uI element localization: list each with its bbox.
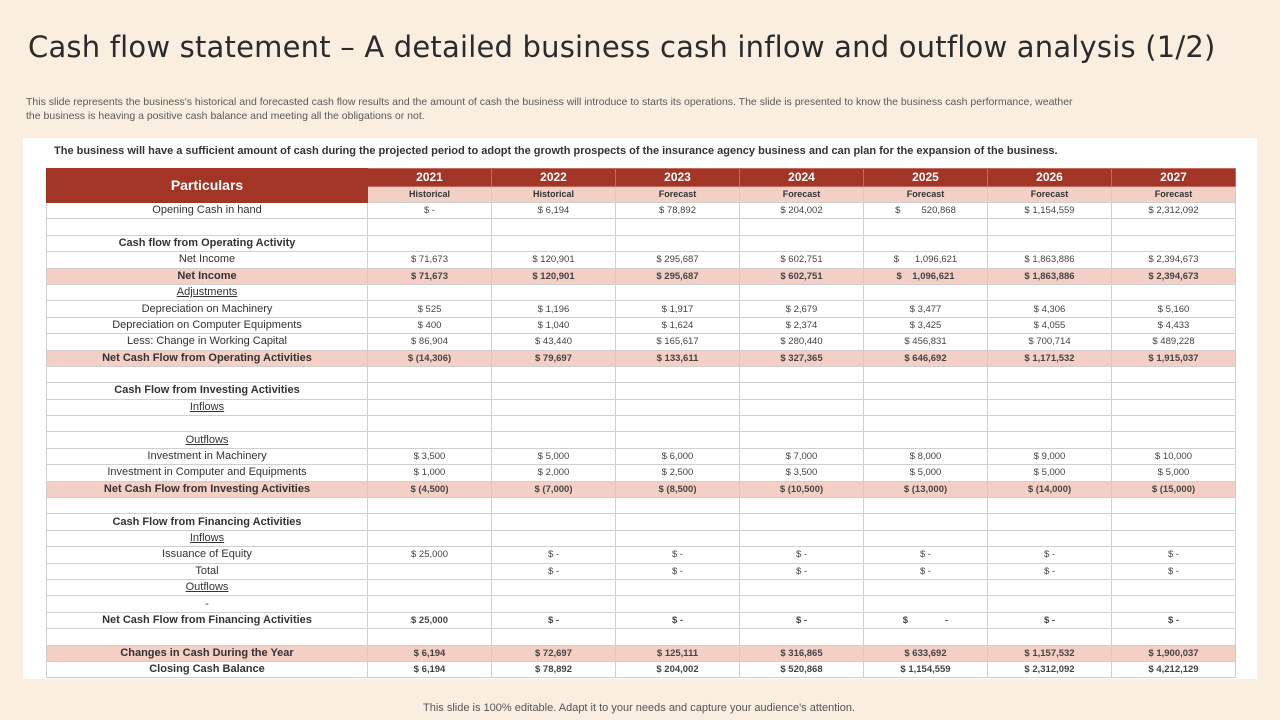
value-cell [492, 235, 616, 251]
value-cell: $ 1,096,621 [864, 268, 988, 284]
value-cell: $ 456,831 [864, 334, 988, 350]
value-cell: $ 2,374 [740, 317, 864, 333]
value-cell [492, 383, 616, 399]
value-cell [740, 579, 864, 595]
row-label: Less: Change in Working Capital [47, 334, 368, 350]
value-cell: $ 1,154,559 [864, 661, 988, 677]
year-type-label: Forecast [864, 187, 988, 203]
value-cell [1112, 530, 1236, 546]
value-cell [616, 498, 740, 514]
table-row [47, 448, 1236, 464]
table-row [47, 383, 1236, 399]
value-cell [864, 416, 988, 432]
value-cell: $ - [492, 547, 616, 563]
value-cell: $ 25,000 [368, 547, 492, 563]
value-cell: $ (4,500) [368, 481, 492, 497]
value-cell [988, 219, 1112, 235]
row-label: Changes in Cash During the Year [47, 645, 368, 661]
value-cell: $ 400 [368, 317, 492, 333]
value-cell [492, 530, 616, 546]
value-cell: $ 1,900,037 [1112, 645, 1236, 661]
value-cell: $ 7,000 [740, 448, 864, 464]
value-cell [864, 219, 988, 235]
value-cell [988, 579, 1112, 595]
value-cell: $ - [616, 547, 740, 563]
value-cell: $ 9,000 [988, 448, 1112, 464]
value-cell [368, 629, 492, 645]
value-cell [988, 432, 1112, 448]
value-cell [988, 514, 1112, 530]
value-cell [988, 284, 1112, 300]
value-cell [616, 399, 740, 415]
row-label: Closing Cash Balance [47, 661, 368, 677]
value-cell [368, 596, 492, 612]
row-label: Net Cash Flow from Operating Activities [47, 350, 368, 366]
value-cell [740, 284, 864, 300]
particulars-header: Particulars [47, 169, 368, 203]
year-header: 2027 [1112, 169, 1236, 187]
year-type-label: Historical [368, 187, 492, 203]
value-cell: $ (14,000) [988, 481, 1112, 497]
table-row [47, 203, 1236, 219]
value-cell [616, 219, 740, 235]
row-label: Depreciation on Computer Equipments [47, 317, 368, 333]
value-cell: $ 79,697 [492, 350, 616, 366]
table-row [47, 563, 1236, 579]
row-label [47, 530, 368, 546]
value-cell [1112, 284, 1236, 300]
value-cell: $ 78,892 [492, 661, 616, 677]
year-header: 2024 [740, 169, 864, 187]
value-cell [368, 366, 492, 382]
value-cell: $ 3,477 [864, 301, 988, 317]
value-cell: $ 1,863,886 [988, 252, 1112, 268]
value-cell: $ 295,687 [616, 252, 740, 268]
value-cell [1112, 416, 1236, 432]
value-cell [740, 432, 864, 448]
value-cell [368, 399, 492, 415]
value-cell: $ 71,673 [368, 268, 492, 284]
row-label: Net Income [47, 268, 368, 284]
value-cell [740, 514, 864, 530]
value-cell: $ 5,000 [492, 448, 616, 464]
value-cell: $ 646,692 [864, 350, 988, 366]
value-cell [492, 284, 616, 300]
value-cell [1112, 629, 1236, 645]
value-cell [988, 530, 1112, 546]
value-cell: $ - [988, 547, 1112, 563]
value-cell [864, 579, 988, 595]
table-row [47, 317, 1236, 333]
value-cell: $ 2,679 [740, 301, 864, 317]
value-cell: $ 1,040 [492, 317, 616, 333]
value-cell [492, 432, 616, 448]
value-cell: $ 1,157,532 [988, 645, 1112, 661]
row-label: - [47, 596, 368, 612]
value-cell: $ 2,312,092 [1112, 203, 1236, 219]
value-cell: $ 1,917 [616, 301, 740, 317]
year-header-row [47, 169, 1236, 187]
value-cell: $ 602,751 [740, 252, 864, 268]
year-type-label: Forecast [740, 187, 864, 203]
page-title: Cash flow statement – A detailed business cash inflow and outflow analysis (1/2) [28, 30, 1216, 64]
value-cell: $ 8,000 [864, 448, 988, 464]
table-row [47, 399, 1236, 415]
value-cell: $ - [492, 612, 616, 628]
value-cell: $ 5,160 [1112, 301, 1236, 317]
value-cell [988, 383, 1112, 399]
value-cell [616, 235, 740, 251]
value-cell [864, 432, 988, 448]
value-cell: $ 125,111 [616, 645, 740, 661]
value-cell [740, 383, 864, 399]
value-cell [740, 366, 864, 382]
table-row [47, 514, 1236, 530]
value-cell [616, 530, 740, 546]
value-cell [368, 498, 492, 514]
value-cell [492, 514, 616, 530]
row-label: Cash Flow from Financing Activities [47, 514, 368, 530]
row-label: Opening Cash in hand [47, 203, 368, 219]
value-cell: $ (7,000) [492, 481, 616, 497]
value-cell [740, 416, 864, 432]
value-cell [368, 235, 492, 251]
value-cell: $ - [988, 612, 1112, 628]
table-row [47, 235, 1236, 251]
table-row [47, 547, 1236, 563]
value-cell [1112, 219, 1236, 235]
value-cell [1112, 366, 1236, 382]
value-cell [740, 219, 864, 235]
value-cell [492, 219, 616, 235]
value-cell: $ - [864, 563, 988, 579]
row-label-text: Outflows [185, 581, 229, 594]
summary-note: The business will have a sufficient amount of cash during the projected period to adopt the growth prospects of the insurance agency business and can plan for the expansion of the business. [54, 145, 1058, 157]
year-type-label: Forecast [1112, 187, 1236, 203]
value-cell [368, 514, 492, 530]
value-cell [368, 383, 492, 399]
row-label: Cash flow from Operating Activity [47, 235, 368, 251]
row-label [47, 629, 368, 645]
footer-note: This slide is 100% editable. Adapt it to your needs and capture your audience's attention. [423, 702, 855, 714]
value-cell [1112, 498, 1236, 514]
value-cell: $ (14,306) [368, 350, 492, 366]
value-cell [616, 383, 740, 399]
table-row [47, 596, 1236, 612]
value-cell [616, 432, 740, 448]
table-row [47, 219, 1236, 235]
table-row [47, 284, 1236, 300]
value-cell: $ 1,624 [616, 317, 740, 333]
value-cell: $ 6,000 [616, 448, 740, 464]
value-cell [1112, 399, 1236, 415]
value-cell: $ 3,500 [740, 465, 864, 481]
value-cell: $ - [1112, 563, 1236, 579]
value-cell [864, 498, 988, 514]
row-label [47, 579, 368, 595]
table-row [47, 416, 1236, 432]
slide-description: This slide represents the business's historical and forecasted cash flow results and the amount of cash the business will introduce to starts its operations. The slide is presented to know the business cash performance, weather the business is heaving a positive cash balance and meeting all the obligations or not. [26, 96, 1073, 122]
value-cell [492, 629, 616, 645]
value-cell: $ 5,000 [988, 465, 1112, 481]
value-cell [740, 596, 864, 612]
value-cell [1112, 596, 1236, 612]
value-cell [368, 284, 492, 300]
value-cell: $ 120,901 [492, 252, 616, 268]
value-cell: $ 4,055 [988, 317, 1112, 333]
value-cell: $ 2,312,092 [988, 661, 1112, 677]
value-cell: $ - [492, 563, 616, 579]
value-cell [368, 563, 492, 579]
value-cell [1112, 432, 1236, 448]
year-type-label: Forecast [988, 187, 1112, 203]
value-cell [988, 366, 1112, 382]
row-label [47, 366, 368, 382]
value-cell: $ (13,000) [864, 481, 988, 497]
row-label: Total [47, 563, 368, 579]
table-row [47, 481, 1236, 497]
value-cell [492, 579, 616, 595]
row-label: Investment in Computer and Equipments [47, 465, 368, 481]
value-cell [988, 498, 1112, 514]
row-label: Net Cash Flow from Investing Activities [47, 481, 368, 497]
year-header: 2022 [492, 169, 616, 187]
table-row [47, 268, 1236, 284]
value-cell: $ 525 [368, 301, 492, 317]
value-cell [492, 498, 616, 514]
value-cell [864, 514, 988, 530]
value-cell: $ 520,868 [740, 661, 864, 677]
value-cell: $ (8,500) [616, 481, 740, 497]
value-cell: $ 1,915,037 [1112, 350, 1236, 366]
value-cell: $ 78,892 [616, 203, 740, 219]
value-cell: $ 700,714 [988, 334, 1112, 350]
value-cell: $ 2,394,673 [1112, 268, 1236, 284]
value-cell: $ 204,002 [616, 661, 740, 677]
table-row [47, 366, 1236, 382]
value-cell: $ 4,433 [1112, 317, 1236, 333]
row-label [47, 416, 368, 432]
value-cell [864, 596, 988, 612]
value-cell [1112, 514, 1236, 530]
value-cell [740, 530, 864, 546]
value-cell: $ 204,002 [740, 203, 864, 219]
value-cell: $ 520,868 [864, 203, 988, 219]
table-row [47, 629, 1236, 645]
row-label: Net Income [47, 252, 368, 268]
value-cell: $ 4,212,129 [1112, 661, 1236, 677]
table-row [47, 498, 1236, 514]
value-cell: $ 1,096,621 [864, 252, 988, 268]
row-label [47, 498, 368, 514]
value-cell: $ 25,000 [368, 612, 492, 628]
value-cell [740, 498, 864, 514]
value-cell [492, 596, 616, 612]
value-cell: $ 6,194 [492, 203, 616, 219]
value-cell: $ 280,440 [740, 334, 864, 350]
value-cell: $ 1,196 [492, 301, 616, 317]
year-header: 2026 [988, 169, 1112, 187]
value-cell [740, 399, 864, 415]
value-cell: $ - [616, 612, 740, 628]
value-cell [616, 596, 740, 612]
table-row [47, 334, 1236, 350]
row-label: Cash Flow from Investing Activities [47, 383, 368, 399]
row-label [47, 219, 368, 235]
table-row [47, 645, 1236, 661]
row-label: Investment in Machinery [47, 448, 368, 464]
value-cell [864, 366, 988, 382]
value-cell: $ 120,901 [492, 268, 616, 284]
value-cell [864, 383, 988, 399]
value-cell [864, 284, 988, 300]
table-row [47, 612, 1236, 628]
value-cell: $ 86,904 [368, 334, 492, 350]
value-cell: $ - [740, 612, 864, 628]
value-cell: $ 10,000 [1112, 448, 1236, 464]
value-cell [616, 284, 740, 300]
year-type-label: Forecast [616, 187, 740, 203]
row-label: Depreciation on Machinery [47, 301, 368, 317]
value-cell [368, 416, 492, 432]
year-header: 2023 [616, 169, 740, 187]
row-label [47, 284, 368, 300]
row-label-text: Outflows [185, 433, 229, 446]
value-cell: $ - [616, 563, 740, 579]
value-cell: $ 2,500 [616, 465, 740, 481]
value-cell [616, 416, 740, 432]
value-cell: $ 72,697 [492, 645, 616, 661]
value-cell [492, 399, 616, 415]
value-cell: $ 133,611 [616, 350, 740, 366]
value-cell [988, 416, 1112, 432]
cash-flow-table [46, 168, 1236, 678]
value-cell [864, 530, 988, 546]
year-header: 2025 [864, 169, 988, 187]
value-cell [616, 366, 740, 382]
row-label-text: Inflows [189, 400, 225, 413]
value-cell: $ 1,000 [368, 465, 492, 481]
value-cell: $ 1,171,532 [988, 350, 1112, 366]
value-cell: $ 71,673 [368, 252, 492, 268]
value-cell: $ - [368, 203, 492, 219]
table-row [47, 579, 1236, 595]
value-cell [492, 366, 616, 382]
value-cell [1112, 235, 1236, 251]
value-cell [864, 629, 988, 645]
value-cell [368, 530, 492, 546]
table-body [47, 203, 1236, 678]
value-cell [492, 416, 616, 432]
value-cell: $ 489,228 [1112, 334, 1236, 350]
value-cell [864, 235, 988, 251]
value-cell: $ 1,154,559 [988, 203, 1112, 219]
table-row [47, 350, 1236, 366]
value-cell: $ 295,687 [616, 268, 740, 284]
value-cell [616, 579, 740, 595]
value-cell: $ - [1112, 612, 1236, 628]
value-cell [1112, 383, 1236, 399]
value-cell: $ 3,500 [368, 448, 492, 464]
row-label [47, 432, 368, 448]
table-row [47, 301, 1236, 317]
value-cell: $ 1,863,886 [988, 268, 1112, 284]
value-cell: $ - [988, 563, 1112, 579]
table-row [47, 530, 1236, 546]
row-label: Issuance of Equity [47, 547, 368, 563]
value-cell: $ - [740, 547, 864, 563]
value-cell: $ 4,306 [988, 301, 1112, 317]
table-row [47, 252, 1236, 268]
value-cell: $ 5,000 [864, 465, 988, 481]
table-row [47, 465, 1236, 481]
table-row [47, 661, 1236, 677]
value-cell [368, 432, 492, 448]
value-cell [616, 514, 740, 530]
value-cell: $ - [1112, 547, 1236, 563]
value-cell [864, 399, 988, 415]
row-label-text: Adjustments [176, 286, 238, 299]
value-cell: $ 633,692 [864, 645, 988, 661]
value-cell [988, 596, 1112, 612]
value-cell: $ 6,194 [368, 661, 492, 677]
row-label: Net Cash Flow from Financing Activities [47, 612, 368, 628]
value-cell [616, 629, 740, 645]
value-cell [988, 399, 1112, 415]
value-cell: $ 602,751 [740, 268, 864, 284]
row-label-text: Inflows [189, 532, 225, 544]
value-cell: $ 2,394,673 [1112, 252, 1236, 268]
value-cell: $ 3,425 [864, 317, 988, 333]
value-cell [740, 235, 864, 251]
year-type-label: Historical [492, 187, 616, 203]
value-cell [988, 629, 1112, 645]
value-cell [740, 629, 864, 645]
value-cell: $ 165,617 [616, 334, 740, 350]
value-cell: $ 327,365 [740, 350, 864, 366]
value-cell: $ (15,000) [1112, 481, 1236, 497]
value-cell: $ - [864, 612, 988, 628]
table-row [47, 432, 1236, 448]
value-cell: $ (10,500) [740, 481, 864, 497]
value-cell: $ 43,440 [492, 334, 616, 350]
row-label [47, 399, 368, 415]
value-cell: $ - [740, 563, 864, 579]
value-cell [368, 219, 492, 235]
year-header: 2021 [368, 169, 492, 187]
value-cell: $ 2,000 [492, 465, 616, 481]
value-cell [988, 235, 1112, 251]
value-cell [1112, 579, 1236, 595]
value-cell: $ - [864, 547, 988, 563]
value-cell [368, 579, 492, 595]
value-cell: $ 5,000 [1112, 465, 1236, 481]
value-cell: $ 316,865 [740, 645, 864, 661]
value-cell: $ 6,194 [368, 645, 492, 661]
